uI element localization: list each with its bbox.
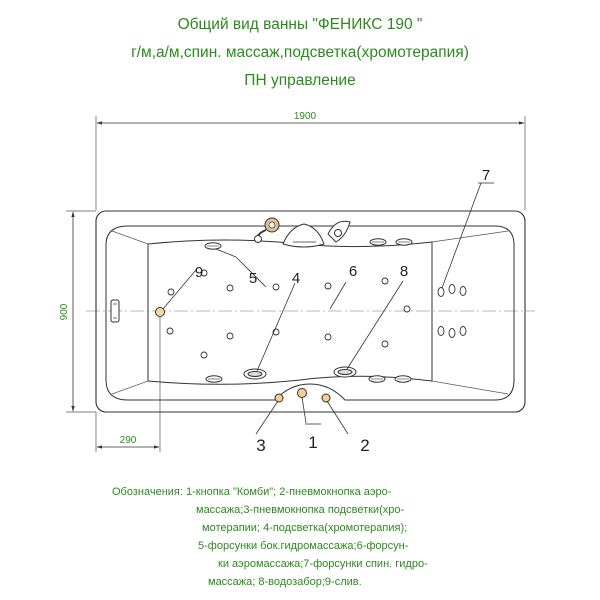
title-line-3: ПН управление	[244, 72, 356, 89]
aero-jet-icon	[167, 328, 173, 334]
callout-2: 2	[360, 436, 370, 455]
callout-3: 3	[256, 436, 266, 455]
callout-6: 6	[348, 263, 358, 280]
button-2-icon	[322, 394, 330, 402]
tub-basin	[148, 240, 432, 384]
legend-line-5: ки аэромассажа;7-форсунки спин. гидро-	[218, 558, 428, 570]
legend-line-4: 5-форсунки бок.гидромассажа;6-форсун-	[198, 540, 409, 552]
tub-corner-lines	[112, 231, 508, 394]
aero-jets	[167, 270, 410, 358]
title-line-2: г/м,а/м,спин. массаж,подсветка(хромотерапия)	[131, 44, 469, 61]
aero-jet-icon	[382, 341, 388, 347]
back-jet-icon	[449, 285, 455, 294]
chromotherapy-lights	[244, 367, 356, 379]
back-jet-icon	[449, 329, 455, 338]
tub-inner-rim	[106, 226, 514, 400]
button-1-icon	[298, 389, 307, 398]
dimension-length-label: 1900	[293, 111, 317, 122]
legend-line-3: мотерапии; 4-подсветка(хромотерапия);	[202, 522, 408, 534]
aero-jet-icon	[382, 278, 388, 284]
legend-line-2: массажа;3-пневмокнопка подсветки(хро-	[196, 504, 405, 516]
side-jet-icon	[396, 239, 412, 245]
aero-jet-icon	[325, 283, 331, 289]
dimension-length	[96, 111, 525, 210]
back-jet-icon	[438, 327, 444, 336]
aero-jet-icon	[273, 284, 279, 290]
dimension-width-label: 900	[59, 303, 70, 321]
side-hydro-jets	[205, 239, 412, 382]
light-icon	[334, 367, 356, 377]
callout-9: 9	[194, 264, 204, 281]
aero-jet-icon	[325, 334, 331, 340]
dimension-drain-offset-label: 290	[119, 435, 137, 446]
back-jet-icon	[438, 288, 444, 297]
overflow-fitting	[111, 300, 119, 322]
side-jet-icon	[206, 376, 222, 382]
back-jet-icon	[460, 327, 466, 336]
aero-jet-icon	[168, 289, 174, 295]
aero-jet-icon	[227, 285, 233, 291]
title-line-1: Общий вид ванны "ФЕНИКС 190 "	[177, 16, 423, 33]
faucet-icon	[255, 218, 351, 247]
button-3-icon	[275, 394, 283, 402]
side-jet-icon	[370, 239, 386, 245]
legend-line-6: массажа; 8-водозабор;9-слив.	[208, 576, 362, 588]
legend-line-1: Обозначения: 1-кнопка "Комби"; 2-пневмокнопка аэро-	[112, 486, 392, 498]
side-jet-icon	[205, 243, 221, 249]
aero-jet-icon	[201, 352, 207, 358]
aero-jet-icon	[404, 306, 410, 312]
callout-8: 8	[399, 263, 409, 280]
back-jet-icon	[460, 287, 466, 296]
light-icon	[244, 369, 266, 379]
side-jet-icon	[369, 376, 385, 382]
callout-7: 7	[481, 167, 491, 184]
dimension-width	[59, 211, 96, 412]
callout-5: 5	[248, 270, 258, 287]
aero-jet-icon	[227, 333, 233, 339]
side-jet-icon	[395, 376, 411, 382]
callout-1: 1	[308, 433, 318, 452]
callout-4: 4	[291, 270, 301, 287]
